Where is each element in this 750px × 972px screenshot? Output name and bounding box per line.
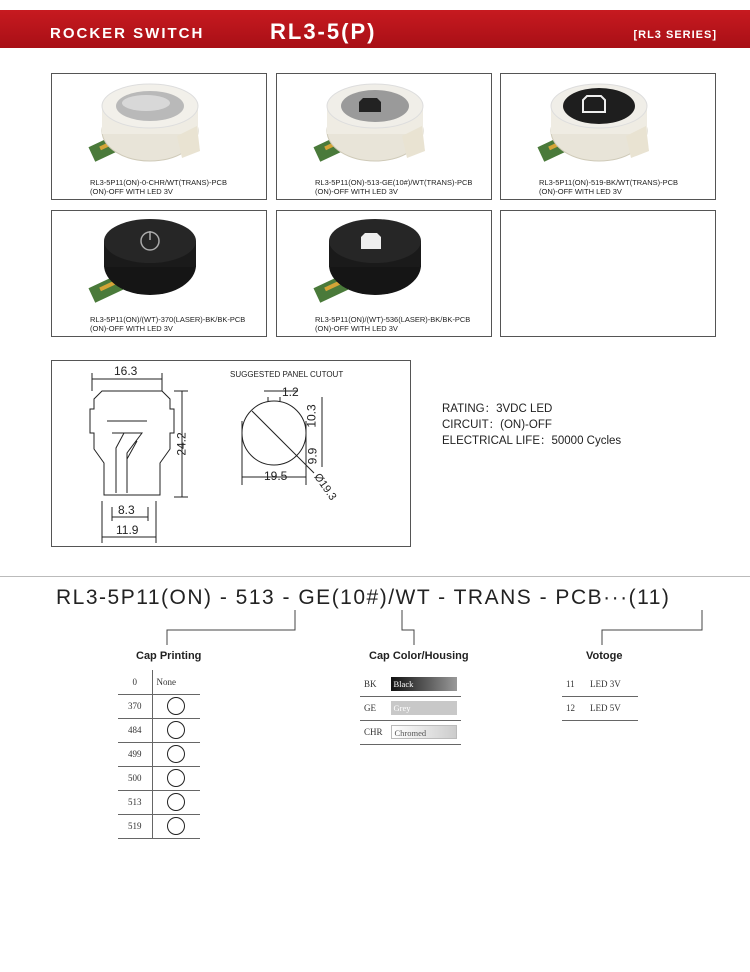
table-row: 484 bbox=[118, 718, 200, 742]
product-caption-2: RL3-5P11(ON)-513-GE(10#)/WT(TRANS)-PCB (ON)-OFF WITH LED 3V bbox=[315, 178, 473, 196]
product-caption-3: RL3-5P11(ON)-519-BK/WT(TRANS)-PCB (ON)-OFF WITH LED 3V bbox=[539, 178, 679, 196]
dim-16-3: 16.3 bbox=[114, 364, 138, 378]
table-row: 499 bbox=[118, 742, 200, 766]
spec-rating: RATING：3VDC LED bbox=[442, 403, 553, 415]
cup-icon bbox=[167, 769, 185, 787]
table-row: 500 bbox=[118, 766, 200, 790]
cap-color-title: Cap Color/Housing bbox=[369, 650, 469, 662]
part-code: RL3-5P11(ON) - 513 - GE(10#)/WT - TRANS - PCB···(11) bbox=[56, 586, 671, 609]
grey-swatch: Grey bbox=[391, 701, 457, 715]
product-card-4 bbox=[51, 210, 267, 337]
table-row: 0 None bbox=[118, 670, 200, 694]
product-caption-5: RL3-5P11(ON)/(WT)-536(LASER)-BK/BK-PCB (ON)-OFF WITH LED 3V bbox=[315, 315, 471, 333]
product-image-grey bbox=[307, 76, 437, 176]
cap-printing-table bbox=[118, 670, 200, 839]
power-icon bbox=[167, 721, 185, 739]
product-card-1 bbox=[51, 73, 267, 200]
black-swatch: Black bbox=[391, 677, 457, 691]
product-caption-1: RL3-5P11(ON)-0-CHR/WT(TRANS)-PCB (ON)-OFF WITH LED 3V bbox=[90, 178, 227, 196]
voltage-title: Votoge bbox=[586, 650, 623, 662]
table-row: GE Grey bbox=[360, 696, 461, 720]
table-row: 12 LED 5V bbox=[562, 696, 638, 720]
product-image-chrome bbox=[82, 76, 212, 176]
cap-printing-title: Cap Printing bbox=[136, 650, 202, 662]
dim-9-9: 9.9 bbox=[305, 447, 320, 465]
dim-11-9: 11.9 bbox=[116, 523, 139, 537]
table-row: 370 bbox=[118, 694, 200, 718]
dim-8-3: 8.3 bbox=[118, 503, 135, 517]
spec-circuit: CIRCUIT：(ON)-OFF bbox=[442, 419, 552, 431]
product-image-black-bucket bbox=[307, 213, 437, 313]
dim-1-2: 1.2 bbox=[282, 385, 299, 399]
header-bar bbox=[0, 10, 750, 48]
dimension-drawing bbox=[51, 360, 411, 547]
product-card-2 bbox=[276, 73, 492, 200]
dim-dia-19-3: Ø19.3 bbox=[311, 471, 339, 503]
product-card-3 bbox=[500, 73, 716, 200]
product-card-5 bbox=[276, 210, 492, 337]
cutout-label: SUGGESTED PANEL CUTOUT bbox=[230, 370, 344, 379]
product-card-empty bbox=[500, 210, 716, 337]
spec-life: ELECTRICAL LIFE：50000 Cycles bbox=[442, 435, 622, 447]
container-icon bbox=[167, 817, 185, 835]
product-image-black-power bbox=[82, 213, 212, 313]
bucket-icon bbox=[167, 793, 185, 811]
dimension-drawing-svg bbox=[52, 361, 412, 548]
table-row: CHR Chromed bbox=[360, 720, 461, 744]
bowl-icon bbox=[167, 745, 185, 763]
table-row: BK Black bbox=[360, 672, 461, 696]
voltage-table bbox=[562, 672, 638, 721]
header-model: RL3-5(P) bbox=[270, 19, 377, 44]
dim-24-2: 24.2 bbox=[174, 432, 189, 456]
table-row: 11 LED 3V bbox=[562, 672, 638, 696]
table-row: 513 bbox=[118, 790, 200, 814]
chromed-swatch: Chromed bbox=[391, 725, 457, 739]
header-series: [RL3 SERIES] bbox=[633, 29, 717, 41]
table-row: 519 bbox=[118, 814, 200, 838]
dim-10-3: 10.3 bbox=[304, 404, 319, 428]
section-divider bbox=[0, 576, 750, 577]
dim-19-5: 19.5 bbox=[264, 469, 288, 483]
header-category: ROCKER SWITCH bbox=[50, 25, 205, 42]
product-caption-4: RL3-5P11(ON)/(WT)-370(LASER)-BK/BK-PCB (ON)-OFF WITH LED 3V bbox=[90, 315, 246, 333]
cap-color-table bbox=[360, 672, 461, 745]
power-ring-icon bbox=[167, 697, 185, 715]
product-image-black bbox=[531, 76, 661, 176]
